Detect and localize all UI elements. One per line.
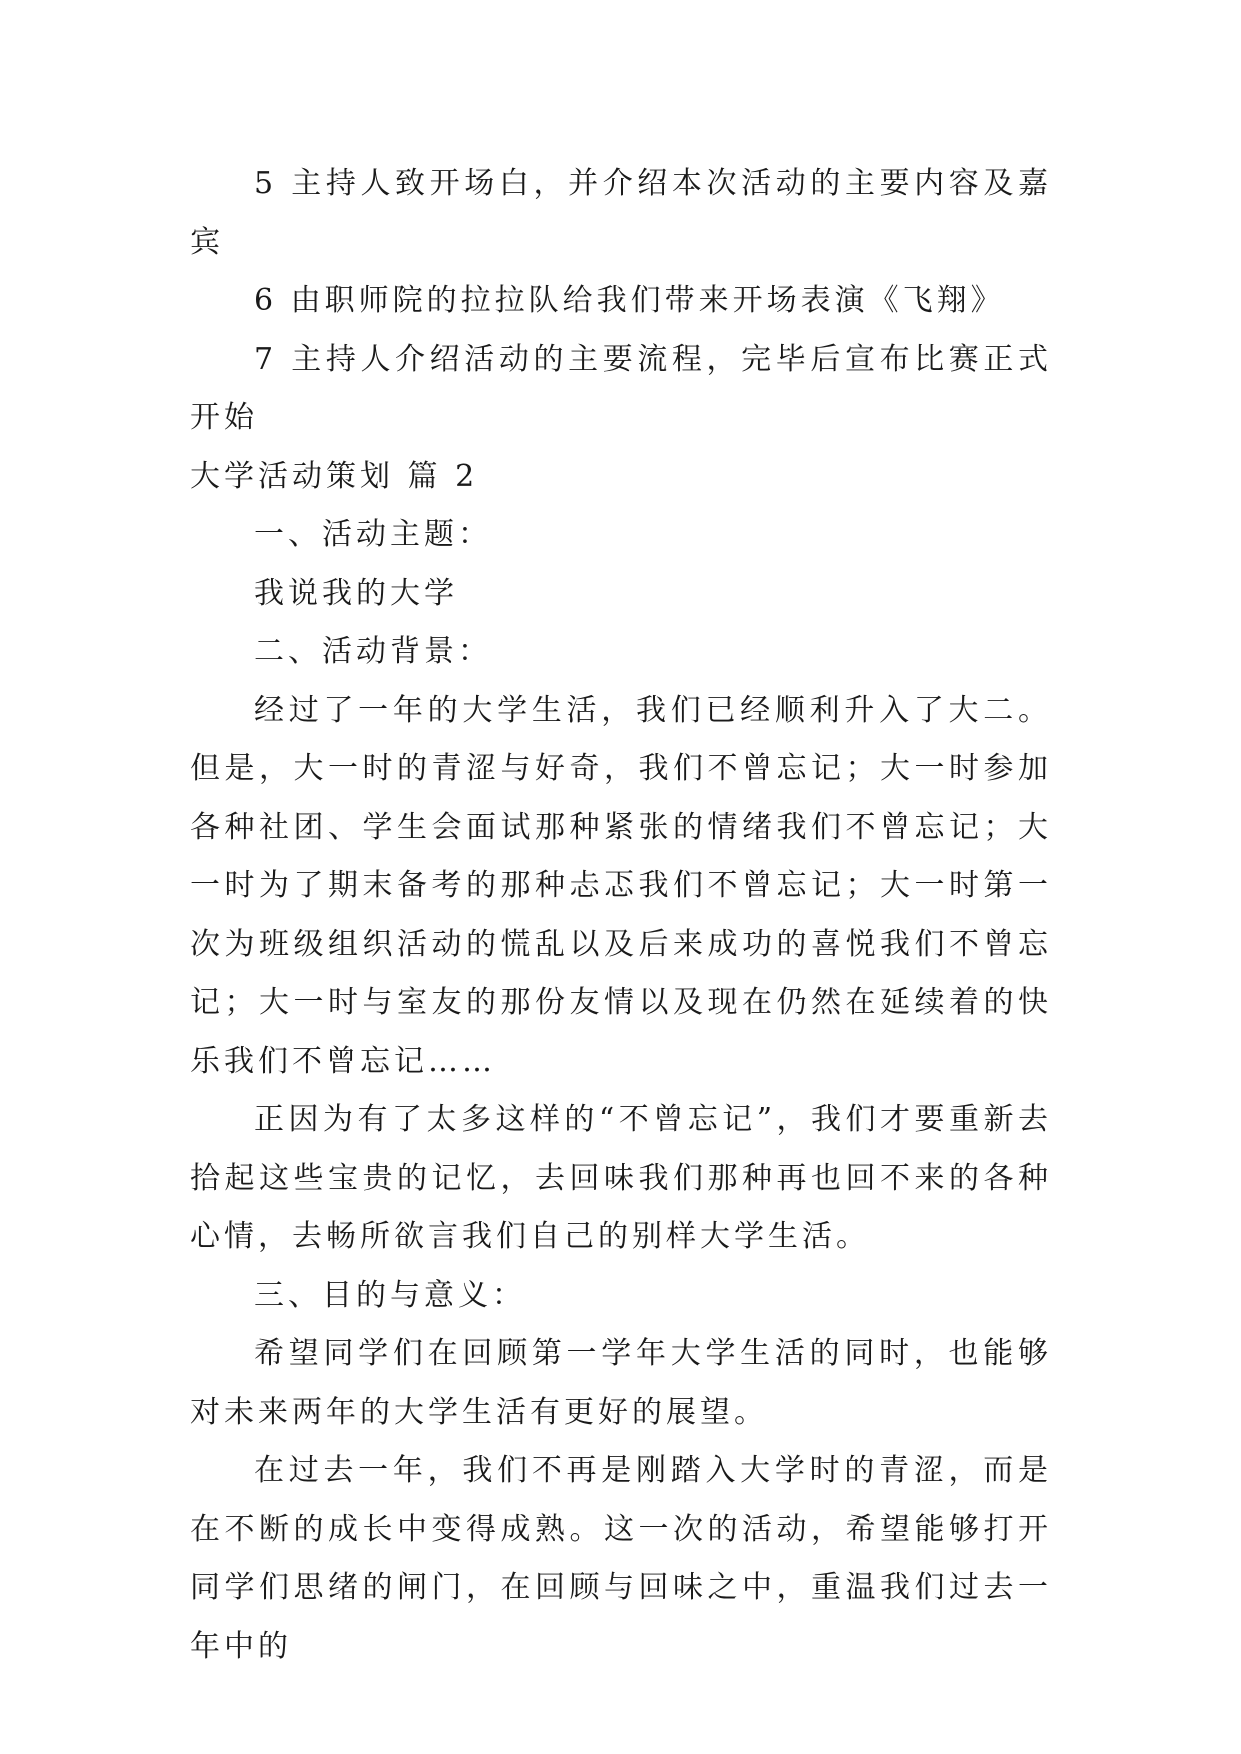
background-paragraph-1: 经过了一年的大学生活，我们已经顺利升入了大二。但是，大一时的青涩与好奇，我们不曾忘记；大一时参加各种社团、学生会面试那种紧张的情绪我们不曾忘记；大一时为了期末备考的那种忐忑我们不曾忘记；大一时第一次为班级组织活动的慌乱以及后来成功的喜悦我们不曾忘记；大一时与室友的那份友情以及现在仍然在延续着的快乐我们不曾忘记…… [190, 692, 1052, 1079]
theme-text: 我说我的大学 [254, 575, 458, 611]
background-heading: 二、活动背景： [254, 634, 492, 669]
agenda-item-6: 6 由职师院的拉拉队给我们带来开场表演《飞翔》 [254, 283, 1005, 318]
agenda-item-5: 5 主持人致开场白，并介绍本次活动的主要内容及嘉宾 [190, 166, 1052, 260]
purpose-paragraph-2: 在过去一年，我们不再是刚踏入大学时的青涩，而是在不断的成长中变得成熟。这一次的活动，希望能够打开同学们思绪的闸门，在回顾与回味之中，重温我们过去一年中的 [190, 1453, 1052, 1664]
background-paragraph-2: 正因为有了太多这样的“不曾忘记”，我们才要重新去拾起这些宝贵的记忆，去回味我们那种再也回不来的各种心情，去畅所欲言我们自己的别样大学生活。 [190, 1102, 1052, 1254]
document-body [190, 155, 1052, 1676]
purpose-paragraph-1: 希望同学们在回顾第一学年大学生活的同时，也能够对未来两年的大学生活有更好的展望。 [190, 1336, 1052, 1430]
section-title: 大学活动策划 篇 2 [190, 458, 479, 494]
purpose-heading: 三、目的与意义： [254, 1277, 526, 1313]
agenda-item-7: 7 主持人介绍活动的主要流程，完毕后宣布比赛正式开始 [190, 341, 1052, 435]
theme-heading: 一、活动主题： [254, 517, 492, 552]
